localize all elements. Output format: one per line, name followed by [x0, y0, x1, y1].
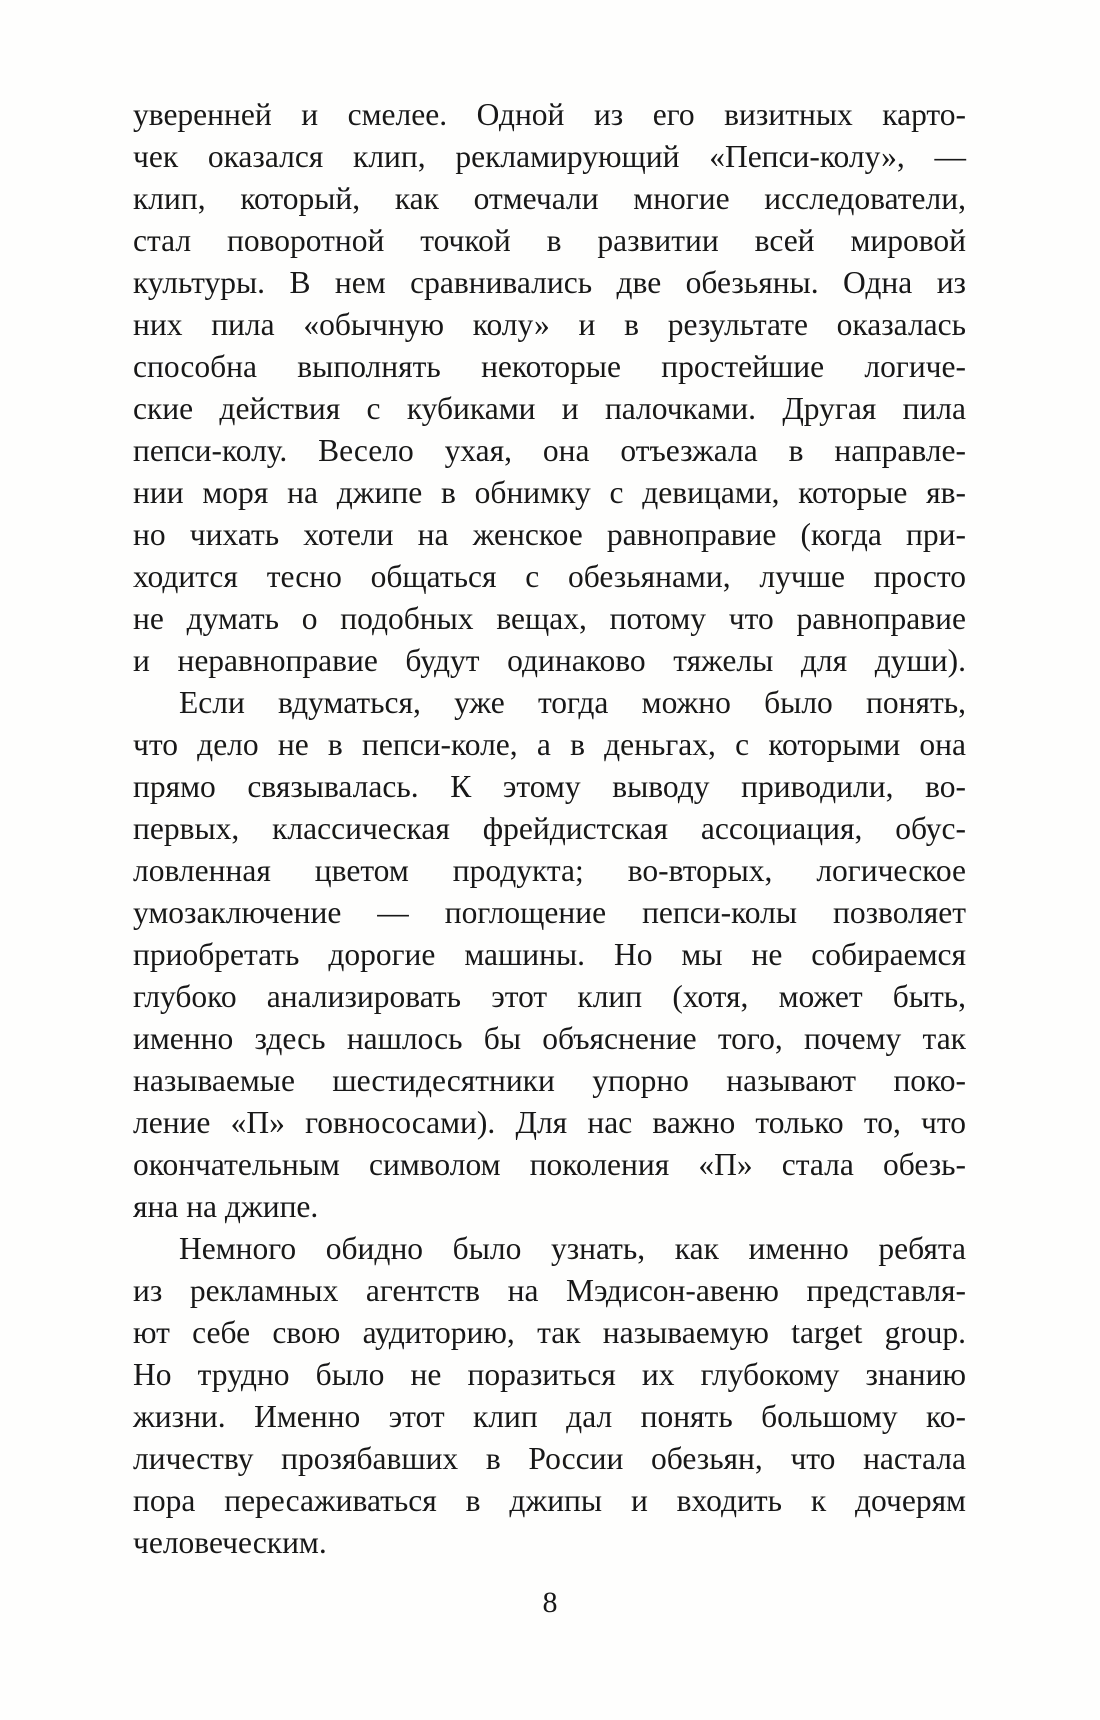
text-line: культуры. В нем сравнивались две обезьяны. Одна из — [133, 265, 966, 300]
text-line: Немного обидно было узнать, как именно ребята — [179, 1231, 966, 1266]
text-line: из рекламных агентств на Мэдисон-авеню представля- — [133, 1273, 966, 1308]
text-line: ходится тесно общаться с обезьянами, лучше просто — [133, 559, 966, 594]
text-line: ют себе свою аудиторию, так называемую target group. — [133, 1315, 966, 1350]
text-line: окончательным символом поколения «П» стала обезь- — [133, 1147, 966, 1182]
text-line: называемые шестидесятники упорно называют поко- — [133, 1063, 966, 1098]
text-line: пепси-колу. Весело ухая, она отъезжала в направле- — [133, 433, 966, 468]
text-line: яна на джипе. — [133, 1189, 319, 1224]
paragraph-3 — [133, 1228, 966, 1564]
text-line: прямо связывалась. К этому выводу приводили, во- — [133, 769, 966, 804]
text-line: что дело не в пепси-коле, а в деньгах, с которыми она — [133, 727, 966, 762]
text-line: ление «П» говнососами). Для нас важно только то, что — [133, 1105, 966, 1140]
paragraph-2 — [133, 682, 966, 1228]
text-line: приобретать дорогие машины. Но мы не собираемся — [133, 937, 966, 972]
text-line: жизни. Именно этот клип дал понять большому ко- — [133, 1399, 966, 1434]
text-line: ловленная цветом продукта; во-вторых, логическое — [133, 853, 966, 888]
text-line: личеству прозябавших в России обезьян, что настала — [133, 1441, 966, 1476]
text-line: чек оказался клип, рекламирующий «Пепси-колу», — — [133, 139, 966, 174]
text-line: именно здесь нашлось бы объяснение того, почему так — [133, 1021, 966, 1056]
text-line: Если вдуматься, уже тогда можно было понять, — [179, 685, 966, 720]
text-line: клип, который, как отмечали многие исследователи, — [133, 181, 966, 216]
text-line: нии моря на джипе в обнимку с девицами, которые яв- — [133, 475, 966, 510]
text-line: ские действия с кубиками и палочками. Другая пила — [133, 391, 966, 426]
text-line: умозаключение — поглощение пепси-колы позволяет — [133, 895, 966, 930]
text-line: них пила «обычную колу» и в результате оказалась — [133, 307, 966, 342]
text-line: стал поворотной точкой в развитии всей мировой — [133, 223, 966, 258]
text-line: и неравноправие будут одинаково тяжелы для души). — [133, 643, 966, 678]
text-line: но чихать хотели на женское равноправие (когда при- — [133, 517, 966, 552]
page-number: 8 — [542, 1586, 558, 1619]
text-line: не думать о подобных вещах, потому что равноправие — [133, 601, 966, 636]
body-text — [133, 94, 966, 1564]
text-line: пора пересаживаться в джипы и входить к дочерям — [133, 1483, 966, 1518]
text-line: Но трудно было не поразиться их глубокому знанию — [133, 1357, 966, 1392]
text-line: уверенней и смелее. Одной из его визитных карто- — [133, 97, 966, 132]
text-line: человеческим. — [133, 1525, 327, 1560]
text-line: первых, классическая фрейдистская ассоциация, обус- — [133, 811, 966, 846]
text-line: глубоко анализировать этот клип (хотя, может быть, — [133, 979, 966, 1014]
paragraph-1 — [133, 94, 966, 682]
text-line: способна выполнять некоторые простейшие логиче- — [133, 349, 966, 384]
